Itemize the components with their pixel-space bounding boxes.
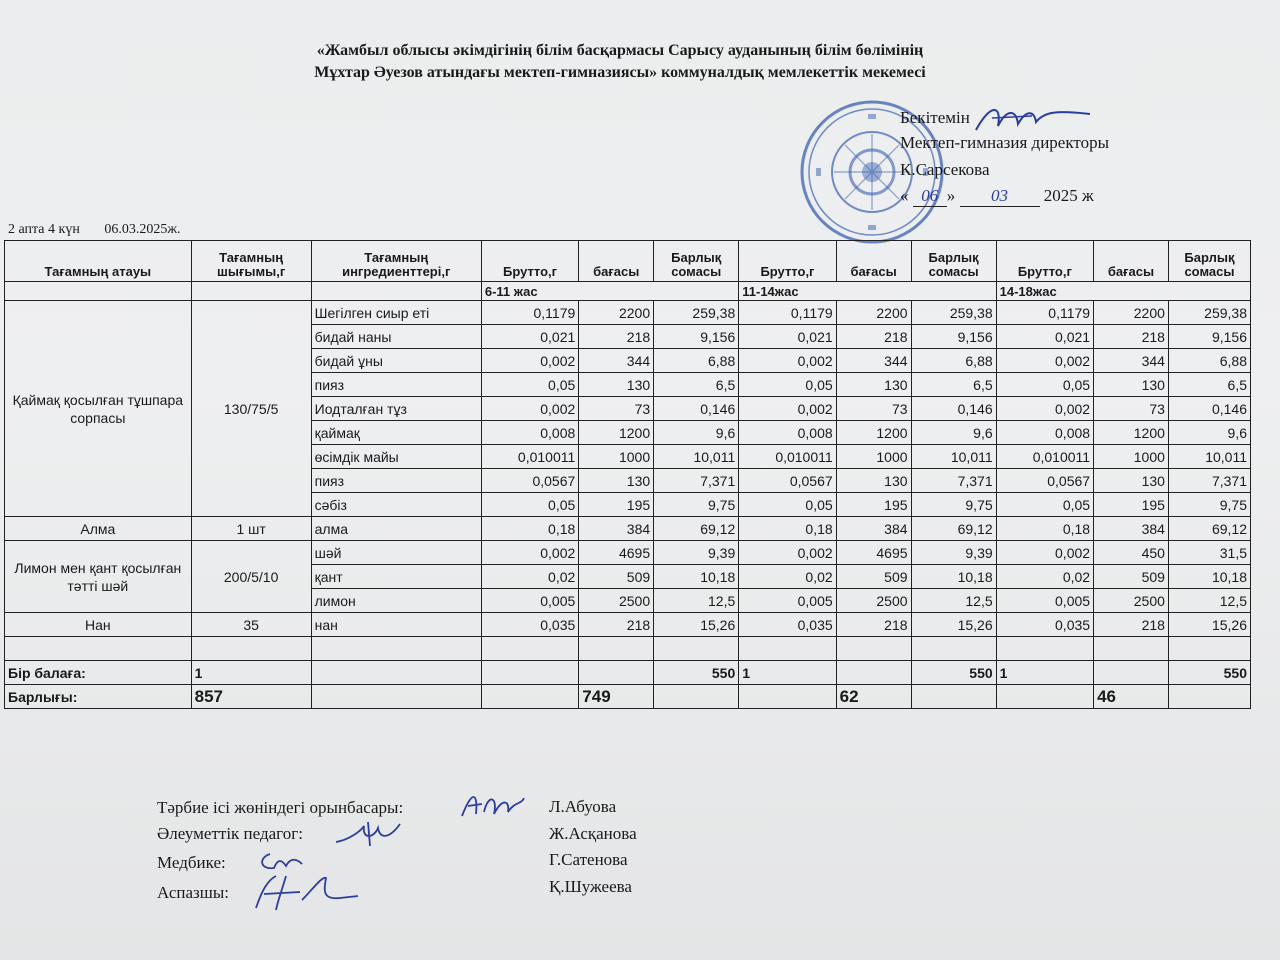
age-group-label: 14-18жас: [996, 282, 1250, 301]
per-child-total: 550: [1168, 661, 1250, 685]
dish-yield: 130/75/5: [191, 301, 311, 517]
value-cell: 0,008: [996, 421, 1093, 445]
value-cell: 130: [579, 373, 654, 397]
empty-cell: [739, 637, 836, 661]
empty-cell: [911, 637, 996, 661]
value-cell: 1200: [1094, 421, 1169, 445]
staff-name: Л.Абуова: [549, 797, 617, 816]
grand-total-row: [5, 685, 1251, 709]
approval-date: « 06 » 03 2025 ж: [900, 186, 1094, 205]
value-cell: 6,5: [1168, 373, 1250, 397]
col-yield: Тағамның шығымы,г: [191, 241, 311, 282]
value-cell: 0,05: [481, 493, 578, 517]
ingredient-name: лимон: [311, 589, 481, 613]
staff-role: Әлеуметтік педагог:: [157, 824, 303, 843]
value-cell: 1200: [836, 421, 911, 445]
value-cell: 73: [579, 397, 654, 421]
value-cell: 4695: [836, 541, 911, 565]
value-cell: 2200: [579, 301, 654, 325]
dish-yield: 200/5/10: [191, 541, 311, 613]
value-cell: 6,5: [911, 373, 996, 397]
empty-cell: [836, 661, 911, 685]
empty-cell: [739, 685, 836, 709]
value-cell: 9,75: [1168, 493, 1250, 517]
signature-icon: [458, 788, 528, 822]
age-group-label: 11-14жас: [739, 282, 996, 301]
dish-name: Лимон мен қант қосылған тәтті шәй: [5, 541, 192, 613]
menu-table: [4, 240, 1251, 709]
value-cell: 10,18: [911, 565, 996, 589]
value-cell: 2200: [836, 301, 911, 325]
value-cell: 450: [1094, 541, 1169, 565]
value-cell: 9,75: [654, 493, 739, 517]
grand-total-value: 749: [579, 685, 654, 709]
value-cell: 9,39: [911, 541, 996, 565]
staff-role: Тәрбие ісі жөніндегі орынбасары:: [157, 798, 404, 817]
value-cell: 0,02: [739, 565, 836, 589]
value-cell: 195: [579, 493, 654, 517]
value-cell: 9,156: [1168, 325, 1250, 349]
value-cell: 10,011: [1168, 445, 1250, 469]
empty-cell: [1094, 661, 1169, 685]
empty-cell: [654, 637, 739, 661]
col-price: бағасы: [579, 241, 654, 282]
empty-cell: [311, 685, 481, 709]
value-cell: 0,002: [739, 397, 836, 421]
header-line-1: «Жамбыл облысы әкімдігінің білім басқармасы Сарысу ауданының білім бөлімінің: [316, 42, 924, 59]
ingredient-name: бидай ұны: [311, 349, 481, 373]
empty-cell: [481, 685, 578, 709]
ingredient-name: өсімдік майы: [311, 445, 481, 469]
approval-month: 03: [960, 186, 1040, 207]
approval-title: Бекітемін: [900, 108, 970, 127]
value-cell: 6,5: [654, 373, 739, 397]
value-cell: 69,12: [1168, 517, 1250, 541]
value-cell: 0,05: [481, 373, 578, 397]
dish-name: Нан: [5, 613, 192, 637]
empty-cell: [191, 637, 311, 661]
staff-role: Медбике:: [157, 853, 226, 872]
per-child-label: Бір балаға:: [5, 661, 192, 685]
value-cell: 0,02: [996, 565, 1093, 589]
value-cell: 344: [1094, 349, 1169, 373]
value-cell: 2500: [579, 589, 654, 613]
value-cell: 12,5: [654, 589, 739, 613]
value-cell: 0,035: [739, 613, 836, 637]
empty-cell: [836, 637, 911, 661]
value-cell: 10,011: [654, 445, 739, 469]
empty-cell: [996, 685, 1093, 709]
value-cell: 259,38: [654, 301, 739, 325]
value-cell: 0,1179: [996, 301, 1093, 325]
empty-cell: [579, 637, 654, 661]
ingredient-name: сәбіз: [311, 493, 481, 517]
value-cell: 130: [1094, 469, 1169, 493]
table-row: [5, 517, 1251, 541]
value-cell: 195: [836, 493, 911, 517]
staff-name: Ж.Асқанова: [549, 824, 637, 843]
value-cell: 0,002: [481, 349, 578, 373]
col-total: Барлық сомасы: [911, 241, 996, 282]
value-cell: 69,12: [654, 517, 739, 541]
value-cell: 15,26: [1168, 613, 1250, 637]
value-cell: 15,26: [654, 613, 739, 637]
grand-total-value: 46: [1094, 685, 1169, 709]
value-cell: 0,18: [481, 517, 578, 541]
value-cell: 218: [836, 613, 911, 637]
value-cell: 2200: [1094, 301, 1169, 325]
value-cell: 0,002: [996, 397, 1093, 421]
ingredient-name: пияз: [311, 469, 481, 493]
value-cell: 218: [579, 325, 654, 349]
table-row: [5, 613, 1251, 637]
header-row: [5, 241, 1251, 282]
empty-cell: [481, 661, 578, 685]
ingredient-name: алма: [311, 517, 481, 541]
value-cell: 4695: [579, 541, 654, 565]
approval-day: 06: [913, 186, 947, 207]
value-cell: 0,1179: [739, 301, 836, 325]
dish-name: Алма: [5, 517, 192, 541]
header-line-2: Мұхтар Әуезов атындағы мектеп-гимназиясы» коммуналдық мемлекеттік мекемесі: [314, 64, 926, 81]
empty-cell: [996, 637, 1093, 661]
value-cell: 0,18: [739, 517, 836, 541]
value-cell: 9,156: [654, 325, 739, 349]
value-cell: 0,146: [1168, 397, 1250, 421]
col-price: бағасы: [1094, 241, 1169, 282]
empty-cell: [481, 637, 578, 661]
value-cell: 0,146: [654, 397, 739, 421]
value-cell: 7,371: [1168, 469, 1250, 493]
value-cell: 130: [1094, 373, 1169, 397]
value-cell: 384: [836, 517, 911, 541]
signature-icon: [334, 818, 404, 850]
dish-yield: 35: [191, 613, 311, 637]
value-cell: 0,010011: [481, 445, 578, 469]
ingredient-name: Шегілген сиыр еті: [311, 301, 481, 325]
value-cell: 0,021: [996, 325, 1093, 349]
value-cell: 15,26: [911, 613, 996, 637]
week-and-date: 2 апта 4 күн 06.03.2025ж.: [8, 222, 181, 237]
director-position: Мектеп-гимназия директоры: [900, 133, 1110, 152]
value-cell: 12,5: [1168, 589, 1250, 613]
value-cell: 31,5: [1168, 541, 1250, 565]
value-cell: 344: [579, 349, 654, 373]
per-child-yield: 1: [191, 661, 311, 685]
dish-name: Қаймақ қосылған тұшпара сорпасы: [5, 301, 192, 517]
value-cell: 0,05: [996, 493, 1093, 517]
value-cell: 0,008: [481, 421, 578, 445]
value-cell: 1000: [836, 445, 911, 469]
ingredient-name: нан: [311, 613, 481, 637]
value-cell: 0,0567: [996, 469, 1093, 493]
value-cell: 0,005: [996, 589, 1093, 613]
value-cell: 0,002: [739, 541, 836, 565]
ingredient-name: Иодталған тұз: [311, 397, 481, 421]
value-cell: 0,002: [996, 541, 1093, 565]
value-cell: 1000: [579, 445, 654, 469]
value-cell: 0,02: [481, 565, 578, 589]
grand-total-value: 857: [191, 685, 311, 709]
empty-cell: [911, 685, 996, 709]
value-cell: 9,75: [911, 493, 996, 517]
ingredient-name: бидай наны: [311, 325, 481, 349]
value-cell: 509: [836, 565, 911, 589]
value-cell: 9,6: [654, 421, 739, 445]
value-cell: 9,6: [911, 421, 996, 445]
col-dish: Тағамның атауы: [5, 241, 192, 282]
value-cell: 6,88: [654, 349, 739, 373]
value-cell: 7,371: [654, 469, 739, 493]
col-total: Барлық сомасы: [1168, 241, 1250, 282]
grand-total-value: 62: [836, 685, 911, 709]
ingredient-name: пияз: [311, 373, 481, 397]
value-cell: 130: [836, 373, 911, 397]
col-total: Барлық сомасы: [654, 241, 739, 282]
empty-cell: [311, 661, 481, 685]
col-gross: Брутто,г: [739, 241, 836, 282]
value-cell: 7,371: [911, 469, 996, 493]
empty-cell: [5, 637, 192, 661]
value-cell: 0,010011: [739, 445, 836, 469]
value-cell: 259,38: [911, 301, 996, 325]
empty-cell: [1168, 685, 1250, 709]
value-cell: 2500: [1094, 589, 1169, 613]
staff-name: Г.Сатенова: [549, 850, 628, 869]
value-cell: 10,18: [654, 565, 739, 589]
value-cell: 0,002: [739, 349, 836, 373]
value-cell: 218: [836, 325, 911, 349]
value-cell: 0,05: [739, 373, 836, 397]
value-cell: 130: [836, 469, 911, 493]
staff-name: Қ.Шужеева: [549, 877, 632, 896]
value-cell: 218: [1094, 613, 1169, 637]
staff-role: Аспазшы:: [157, 883, 229, 902]
value-cell: 73: [836, 397, 911, 421]
value-cell: 73: [1094, 397, 1169, 421]
col-gross: Брутто,г: [481, 241, 578, 282]
value-cell: 9,156: [911, 325, 996, 349]
per-child-total: 550: [911, 661, 996, 685]
value-cell: 344: [836, 349, 911, 373]
value-cell: 10,18: [1168, 565, 1250, 589]
value-cell: 1000: [1094, 445, 1169, 469]
value-cell: 509: [579, 565, 654, 589]
value-cell: 0,035: [996, 613, 1093, 637]
ingredient-name: шәй: [311, 541, 481, 565]
empty-cell: [1094, 637, 1169, 661]
value-cell: 9,39: [654, 541, 739, 565]
value-cell: 0,021: [481, 325, 578, 349]
age-row: [5, 282, 1251, 301]
value-cell: 218: [1094, 325, 1169, 349]
value-cell: 0,005: [481, 589, 578, 613]
ingredient-name: қант: [311, 565, 481, 589]
value-cell: 0,008: [739, 421, 836, 445]
value-cell: 0,05: [996, 373, 1093, 397]
age-group-label: 6-11 жас: [481, 282, 738, 301]
table-row: [5, 541, 1251, 565]
empty-cell: [579, 661, 654, 685]
value-cell: 384: [1094, 517, 1169, 541]
dish-yield: 1 шт: [191, 517, 311, 541]
empty-cell: [311, 637, 481, 661]
col-gross: Брутто,г: [996, 241, 1093, 282]
value-cell: 0,002: [481, 541, 578, 565]
value-cell: 0,002: [996, 349, 1093, 373]
value-cell: 0,18: [996, 517, 1093, 541]
value-cell: 0,021: [739, 325, 836, 349]
value-cell: 69,12: [911, 517, 996, 541]
value-cell: 218: [579, 613, 654, 637]
value-cell: 509: [1094, 565, 1169, 589]
director-name: К.Сарсекова: [900, 160, 990, 179]
per-child-total: 550: [654, 661, 739, 685]
value-cell: 0,1179: [481, 301, 578, 325]
value-cell: 6,88: [911, 349, 996, 373]
value-cell: 0,010011: [996, 445, 1093, 469]
value-cell: 0,146: [911, 397, 996, 421]
value-cell: 2500: [836, 589, 911, 613]
value-cell: 259,38: [1168, 301, 1250, 325]
col-price: бағасы: [836, 241, 911, 282]
empty-cell: [1168, 637, 1250, 661]
ingredient-name: қаймақ: [311, 421, 481, 445]
value-cell: 0,002: [481, 397, 578, 421]
value-cell: 0,035: [481, 613, 578, 637]
per-child-gross: 1: [739, 661, 836, 685]
value-cell: 195: [1094, 493, 1169, 517]
value-cell: 384: [579, 517, 654, 541]
empty-row: [5, 637, 1251, 661]
value-cell: 6,88: [1168, 349, 1250, 373]
value-cell: 9,6: [1168, 421, 1250, 445]
value-cell: 130: [579, 469, 654, 493]
value-cell: 0,0567: [739, 469, 836, 493]
col-ingredients: Тағамның ингредиенттері,г: [311, 241, 481, 282]
grand-total-label: Барлығы:: [5, 685, 192, 709]
value-cell: 1200: [579, 421, 654, 445]
signature-icon: [252, 870, 362, 914]
value-cell: 0,005: [739, 589, 836, 613]
value-cell: 10,011: [911, 445, 996, 469]
value-cell: 0,05: [739, 493, 836, 517]
value-cell: 12,5: [911, 589, 996, 613]
per-child-gross: 1: [996, 661, 1093, 685]
empty-cell: [654, 685, 739, 709]
value-cell: 0,0567: [481, 469, 578, 493]
per-child-row: [5, 661, 1251, 685]
table-row: [5, 301, 1251, 325]
